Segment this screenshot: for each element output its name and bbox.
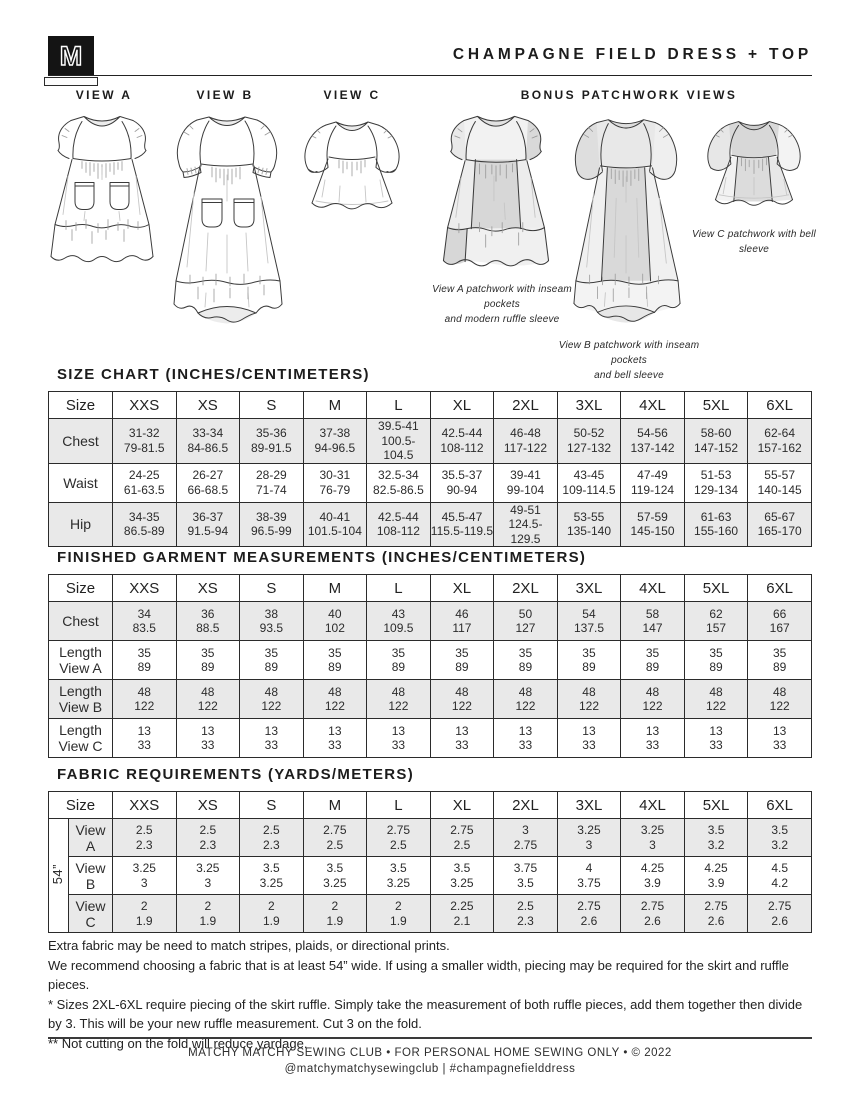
column-header: 6XL [748,392,812,419]
measurement-cell: 2.5 2.3 [113,819,177,857]
measurement-cell: 36-37 91.5-94 [176,502,240,547]
measurement-cell: 2.75 2.6 [748,895,812,933]
view-a-dress-illustration [48,104,156,270]
measurement-cell: 48 122 [621,680,685,719]
measurement-cell: 32.5-34 82.5-86.5 [367,463,431,502]
row-label: Hip [49,502,113,547]
row-label: View C [69,895,113,933]
fabric-requirements-section [48,766,812,933]
row-label: Length View A [49,641,113,680]
row-label: View A [69,819,113,857]
brand-logo [48,36,94,76]
view-b-dress-illustration [170,106,286,326]
measurement-cell: 35-36 89-91.5 [240,419,304,464]
logo-base-shape [44,77,98,86]
measurement-cell: 49-51 124.5-129.5 [494,502,558,547]
view-b-label: VIEW B [196,88,254,102]
fabric-requirements-table [48,791,812,933]
column-header: S [240,792,304,819]
measurement-cell: 35.5-37 90-94 [430,463,494,502]
measurement-cell: 46 117 [430,602,494,641]
measurement-cell: 61-63 155-160 [684,502,748,547]
measurement-cell: 4.5 4.2 [748,857,812,895]
column-header: XL [430,392,494,419]
measurement-cell: 46-48 117-122 [494,419,558,464]
note-line: * Sizes 2XL-6XL require piecing of the skirt ruffle. Simply take the measurement of both ruffle pieces, add them together then divide by 3. This will be your new ruffle measurement. Cut 3 on the fold. [48,996,803,1031]
view-a-label: VIEW A [75,88,133,102]
measurement-cell: 48 122 [113,680,177,719]
column-header: XXS [113,392,177,419]
measurement-cell: 3.5 3.2 [748,819,812,857]
column-header: 6XL [748,792,812,819]
measurement-cell: 13 33 [557,719,621,758]
column-header: M [303,575,367,602]
measurement-cell: 35 89 [367,641,431,680]
measurement-cell: 35 89 [240,641,304,680]
patchwork-a-caption: View A patchwork with inseam pockets and modern ruffle sleeve [432,284,572,325]
row-label: Length View B [49,680,113,719]
row-label: Chest [49,602,113,641]
measurement-cell: 3 2.75 [494,819,558,857]
view-c-label: VIEW C [323,88,381,102]
measurement-cell: 35 89 [176,641,240,680]
column-header: M [303,392,367,419]
measurement-cell: 40 102 [303,602,367,641]
finished-measurements-table [48,574,812,758]
patchwork-view-b-illustration [570,106,684,328]
measurement-cell: 54-56 137-142 [621,419,685,464]
column-header: XXS [113,792,177,819]
measurement-cell: 4.25 3.9 [684,857,748,895]
fabric-width-side-label: 54” [49,819,69,933]
measurement-cell: 3.5 3.25 [303,857,367,895]
column-header: L [367,575,431,602]
measurement-cell: 2.75 2.6 [557,895,621,933]
measurement-cell: 28-29 71-74 [240,463,304,502]
measurement-cell: 2.5 2.3 [494,895,558,933]
note-line: ** Not cutting on the fold will reduce yardage. [48,1035,308,1051]
column-header: 3XL [557,792,621,819]
measurement-cell: 2 1.9 [303,895,367,933]
measurement-cell: 65-67 165-170 [748,502,812,547]
column-header: L [367,392,431,419]
measurement-cell: 3.5 3.25 [367,857,431,895]
measurement-cell: 3.25 3 [557,819,621,857]
size-chart-title: SIZE CHART (INCHES/CENTIMETERS) [57,366,370,383]
column-header: 3XL [557,575,621,602]
column-header: L [367,792,431,819]
measurement-cell: 54 137.5 [557,602,621,641]
measurement-cell: 3.5 3.25 [430,857,494,895]
measurement-cell: 2.75 2.6 [621,895,685,933]
measurement-cell: 39.5-41 100.5-104.5 [367,419,431,464]
measurement-cell: 13 33 [430,719,494,758]
measurement-cell: 43 109.5 [367,602,431,641]
patchwork-view-a-illustration [440,104,552,274]
measurement-cell: 2 1.9 [367,895,431,933]
measurement-cell: 62-64 157-162 [748,419,812,464]
measurement-cell: 36 88.5 [176,602,240,641]
measurement-cell: 2.75 2.6 [684,895,748,933]
measurement-cell: 13 33 [303,719,367,758]
measurement-cell: 13 33 [494,719,558,758]
column-header: S [240,392,304,419]
column-header: XS [176,575,240,602]
column-header: 4XL [621,575,685,602]
column-header: 4XL [621,392,685,419]
fabric-requirements-title: FABRIC REQUIREMENTS (YARDS/METERS) [57,766,415,783]
measurement-cell: 48 122 [240,680,304,719]
measurement-cell: 2.5 2.3 [240,819,304,857]
measurement-cell: 37-38 94-96.5 [303,419,367,464]
measurement-cell: 13 33 [684,719,748,758]
column-header: M [303,792,367,819]
footer-social: @matchymatchysewingclub | #champagnefielddress [284,1063,576,1075]
measurement-cell: 2 1.9 [240,895,304,933]
row-label: Chest [49,419,113,464]
size-column-header: Size [49,392,113,419]
measurement-cell: 48 122 [367,680,431,719]
patchwork-c-caption: View C patchwork with bell sleeve [692,229,816,255]
measurement-cell: 13 33 [240,719,304,758]
measurement-cell: 48 122 [748,680,812,719]
measurement-cell: 13 33 [176,719,240,758]
column-header: 5XL [684,792,748,819]
measurement-cell: 42.5-44 108-112 [430,419,494,464]
measurement-cell: 48 122 [303,680,367,719]
measurement-cell: 57-59 145-150 [621,502,685,547]
measurement-cell: 30-31 76-79 [303,463,367,502]
measurement-cell: 48 122 [430,680,494,719]
footer-divider [48,1037,812,1039]
measurement-cell: 38 93.5 [240,602,304,641]
measurement-cell: 35 89 [748,641,812,680]
measurement-cell: 50-52 127-132 [557,419,621,464]
document-title: CHAMPAGNE FIELD DRESS + TOP [452,46,812,63]
measurement-cell: 2.75 2.5 [367,819,431,857]
measurement-cell: 2.75 2.5 [430,819,494,857]
measurement-cell: 35 89 [557,641,621,680]
measurement-cell: 3.5 3.2 [684,819,748,857]
column-header: XS [176,392,240,419]
measurement-cell: 42.5-44 108-112 [367,502,431,547]
column-header: XS [176,792,240,819]
row-label: View B [69,857,113,895]
measurement-cell: 13 33 [113,719,177,758]
column-header: 2XL [494,575,558,602]
measurement-cell: 2.25 2.1 [430,895,494,933]
measurement-cell: 26-27 66-68.5 [176,463,240,502]
note-line: Extra fabric may be need to match stripes, plaids, or directional prints. [48,938,450,953]
size-chart-section [48,366,812,547]
fabric-notes [48,936,814,1053]
measurement-cell: 31-32 79-81.5 [113,419,177,464]
measurement-cell: 3.5 3.25 [240,857,304,895]
header-divider [48,75,812,76]
measurement-cell: 13 33 [367,719,431,758]
measurement-cell: 38-39 96.5-99 [240,502,304,547]
measurement-cell: 34 83.5 [113,602,177,641]
note-line: We recommend choosing a fabric that is at least 54” wide. If using a smaller width, piecing may be required for the skirt and ruffle pieces. [48,957,789,992]
measurement-cell: 3.25 3 [113,857,177,895]
measurement-cell: 2 1.9 [176,895,240,933]
measurement-cell: 13 33 [748,719,812,758]
row-label: Waist [49,463,113,502]
measurement-cell: 35 89 [430,641,494,680]
size-chart-table [48,391,812,547]
measurement-cell: 47-49 119-124 [621,463,685,502]
measurement-cell: 62 157 [684,602,748,641]
measurement-cell: 43-45 109-114.5 [557,463,621,502]
measurement-cell: 35 89 [113,641,177,680]
measurement-cell: 2.5 2.3 [176,819,240,857]
measurement-cell: 35 89 [621,641,685,680]
patchwork-view-c-illustration [698,110,810,216]
column-header: 3XL [557,392,621,419]
view-c-top-illustration [295,110,409,220]
logo-m-icon: M [59,40,83,71]
measurement-cell: 51-53 129-134 [684,463,748,502]
measurement-cell: 2.75 2.5 [303,819,367,857]
column-header: 4XL [621,792,685,819]
measurement-cell: 3.25 3 [176,857,240,895]
measurement-cell: 35 89 [494,641,558,680]
measurement-cell: 35 89 [684,641,748,680]
column-header: S [240,575,304,602]
measurement-cell: 58 147 [621,602,685,641]
measurement-cell: 48 122 [684,680,748,719]
column-header: XL [430,792,494,819]
measurement-cell: 45.5-47 115.5-119.5 [430,502,494,547]
measurement-cell: 3.75 3.5 [494,857,558,895]
footer-credit: MATCHY MATCHY SEWING CLUB • FOR PERSONAL HOME SEWING ONLY • © 2022 [188,1047,672,1059]
bonus-patchwork-label: BONUS PATCHWORK VIEWS [520,88,738,102]
measurement-cell: 35 89 [303,641,367,680]
column-header: 5XL [684,575,748,602]
measurement-cell: 58-60 147-152 [684,419,748,464]
size-column-header: Size [49,575,113,602]
measurement-cell: 53-55 135-140 [557,502,621,547]
column-header: 5XL [684,392,748,419]
measurement-cell: 4 3.75 [557,857,621,895]
column-header: 6XL [748,575,812,602]
measurement-cell: 2 1.9 [113,895,177,933]
measurement-cell: 55-57 140-145 [748,463,812,502]
column-header: 2XL [494,792,558,819]
measurement-cell: 48 122 [494,680,558,719]
column-header: XL [430,575,494,602]
measurement-cell: 39-41 99-104 [494,463,558,502]
size-column-header: Size [49,792,113,819]
measurement-cell: 3.25 3 [621,819,685,857]
measurement-cell: 48 122 [557,680,621,719]
column-header: XXS [113,575,177,602]
measurement-cell: 50 127 [494,602,558,641]
measurement-cell: 24-25 61-63.5 [113,463,177,502]
patchwork-b-caption: View B patchwork with inseam pockets and bell sleeve [558,340,700,381]
measurement-cell: 13 33 [621,719,685,758]
finished-measurements-section [48,549,812,758]
measurement-cell: 34-35 86.5-89 [113,502,177,547]
measurement-cell: 40-41 101.5-104 [303,502,367,547]
column-header: 2XL [494,392,558,419]
finished-measurements-title: FINISHED GARMENT MEASUREMENTS (INCHES/CENTIMETERS) [57,549,587,566]
measurement-cell: 66 167 [748,602,812,641]
measurement-cell: 48 122 [176,680,240,719]
measurement-cell: 4.25 3.9 [621,857,685,895]
row-label: Length View C [49,719,113,758]
measurement-cell: 33-34 84-86.5 [176,419,240,464]
